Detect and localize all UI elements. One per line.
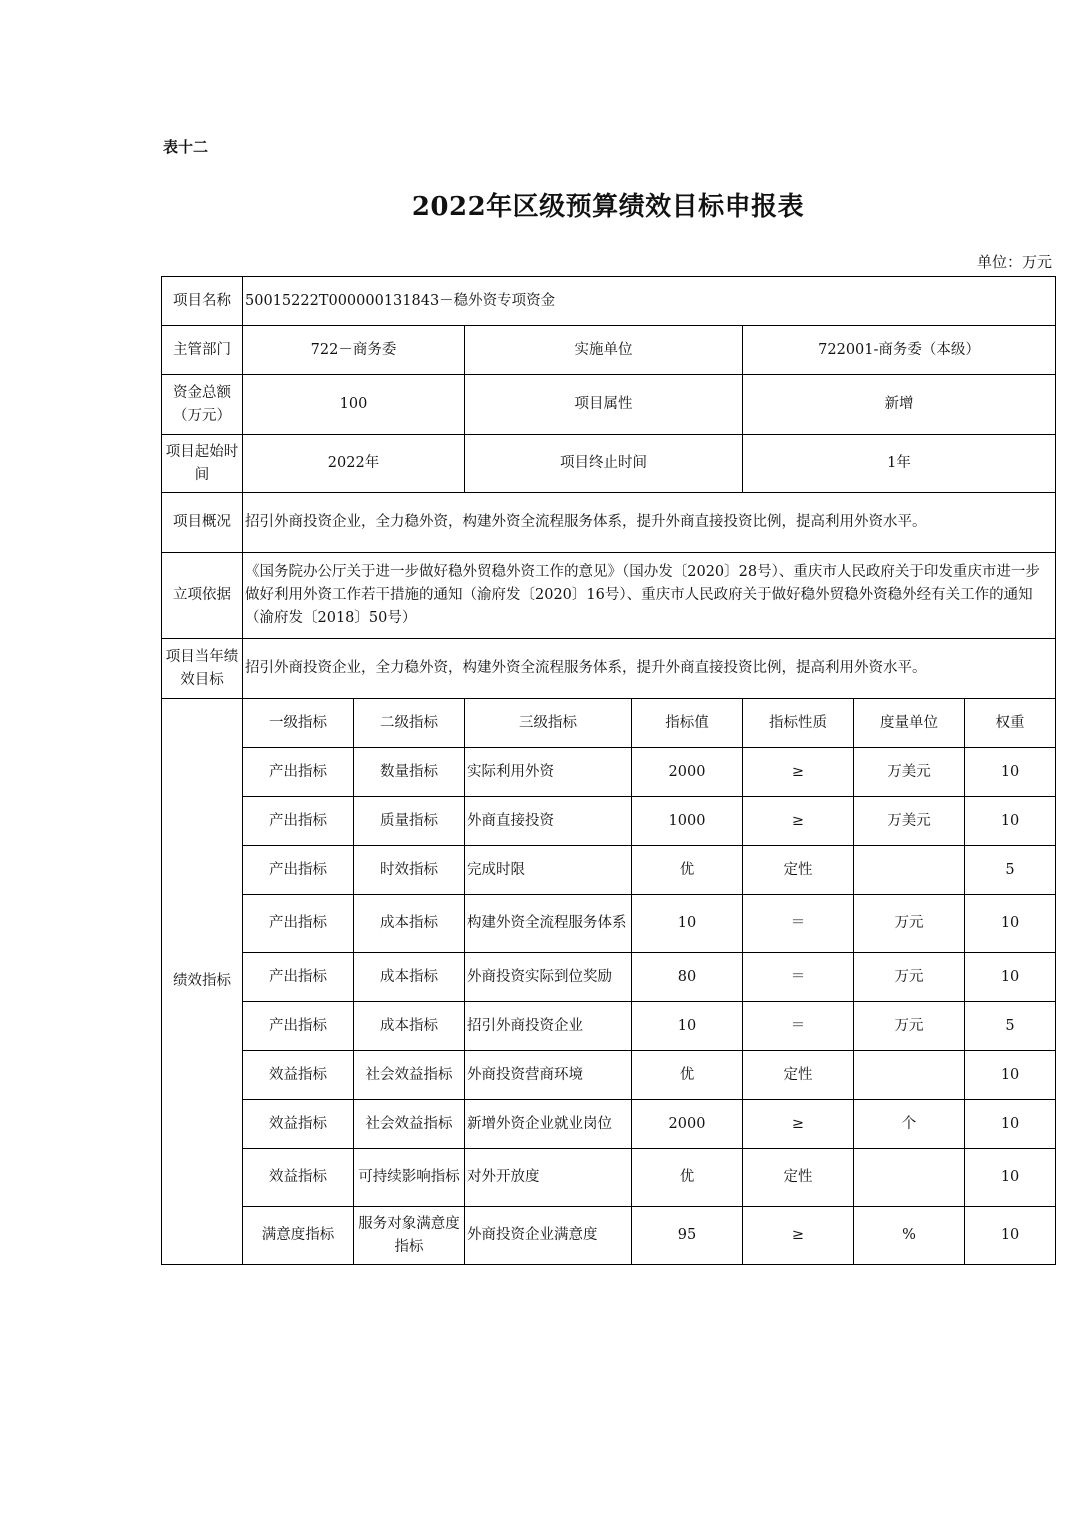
- project-attribute-value: 新增: [743, 375, 1056, 435]
- table-row: [162, 1149, 1056, 1207]
- table-row: [162, 895, 1056, 953]
- level1-cell: 产出指标: [243, 846, 354, 895]
- unit-cell: %: [854, 1207, 965, 1265]
- header-weight: 权重: [965, 699, 1056, 748]
- nature-cell: ≥: [743, 1207, 854, 1265]
- unit-cell: 万美元: [854, 797, 965, 846]
- level1-cell: 效益指标: [243, 1051, 354, 1100]
- project-attribute-label: 项目属性: [465, 375, 743, 435]
- row-basis: [162, 553, 1056, 639]
- level1-cell: 产出指标: [243, 895, 354, 953]
- header-level3: 三级指标: [465, 699, 632, 748]
- unit-cell: 万元: [854, 1002, 965, 1051]
- weight-cell: 10: [965, 1051, 1056, 1100]
- indicators-section-label: 绩效指标: [162, 699, 243, 1265]
- level3-cell: 对外开放度: [465, 1149, 632, 1207]
- value-cell: 优: [632, 1051, 743, 1100]
- level3-cell: 构建外资全流程服务体系: [465, 895, 632, 953]
- unit-cell: [854, 846, 965, 895]
- unit-cell: 万美元: [854, 748, 965, 797]
- weight-cell: 10: [965, 1149, 1056, 1207]
- level3-cell: 外商投资实际到位奖励: [465, 953, 632, 1002]
- unit-cell: 个: [854, 1100, 965, 1149]
- value-cell: 10: [632, 895, 743, 953]
- level1-cell: 效益指标: [243, 1149, 354, 1207]
- value-cell: 80: [632, 953, 743, 1002]
- level1-cell: 产出指标: [243, 797, 354, 846]
- header-level1: 一级指标: [243, 699, 354, 748]
- row-department: [162, 326, 1056, 375]
- level1-cell: 产出指标: [243, 1002, 354, 1051]
- table-row: [162, 1100, 1056, 1149]
- header-unit: 度量单位: [854, 699, 965, 748]
- indicator-header-row: [162, 699, 1056, 748]
- level3-cell: 外商投资企业满意度: [465, 1207, 632, 1265]
- row-annual-goal: [162, 639, 1056, 699]
- level3-cell: 完成时限: [465, 846, 632, 895]
- level2-cell: 成本指标: [354, 1002, 465, 1051]
- value-cell: 2000: [632, 1100, 743, 1149]
- level2-cell: 质量指标: [354, 797, 465, 846]
- weight-cell: 10: [965, 748, 1056, 797]
- weight-cell: 5: [965, 846, 1056, 895]
- nature-cell: ≥: [743, 748, 854, 797]
- weight-cell: 10: [965, 797, 1056, 846]
- unit-cell: 万元: [854, 895, 965, 953]
- row-overview: [162, 493, 1056, 553]
- unit-cell: 万元: [854, 953, 965, 1002]
- level2-cell: 数量指标: [354, 748, 465, 797]
- weight-cell: 10: [965, 1100, 1056, 1149]
- table-label: 表十二: [163, 138, 209, 156]
- value-cell: 10: [632, 1002, 743, 1051]
- level2-cell: 时效指标: [354, 846, 465, 895]
- header-level2: 二级指标: [354, 699, 465, 748]
- level2-cell: 成本指标: [354, 895, 465, 953]
- project-name-value: 50015222T000000131843－稳外资专项资金: [243, 277, 1056, 326]
- basis-label: 立项依据: [162, 553, 243, 639]
- row-period: [162, 435, 1056, 493]
- nature-cell: 定性: [743, 1051, 854, 1100]
- total-funds-label: 资金总额（万元）: [162, 375, 243, 435]
- total-funds-value: 100: [243, 375, 465, 435]
- department-value: 722－商务委: [243, 326, 465, 375]
- nature-cell: ＝: [743, 1002, 854, 1051]
- level1-cell: 产出指标: [243, 953, 354, 1002]
- table-row: [162, 748, 1056, 797]
- annual-goal-label: 项目当年绩效目标: [162, 639, 243, 699]
- project-name-label: 项目名称: [162, 277, 243, 326]
- row-project-name: [162, 277, 1056, 326]
- nature-cell: 定性: [743, 1149, 854, 1207]
- level2-cell: 社会效益指标: [354, 1051, 465, 1100]
- performance-goal-table: [161, 276, 1056, 1265]
- header-value: 指标值: [632, 699, 743, 748]
- nature-cell: ≥: [743, 797, 854, 846]
- table-row: [162, 797, 1056, 846]
- level3-cell: 外商直接投资: [465, 797, 632, 846]
- basis-value: 《国务院办公厅关于进一步做好稳外贸稳外资工作的意见》（国办发〔2020〕28号）、重庆市人民政府关于印发重庆市进一步做好利用外资工作若干措施的通知（渝府发〔2020〕16号）、重庆市人民政府关于做好稳外贸稳外资稳外经有关工作的通知（渝府发〔2018〕50号）: [243, 553, 1056, 639]
- unit-cell: [854, 1051, 965, 1100]
- level1-cell: 产出指标: [243, 748, 354, 797]
- start-time-value: 2022年: [243, 435, 465, 493]
- value-cell: 1000: [632, 797, 743, 846]
- nature-cell: ＝: [743, 895, 854, 953]
- value-cell: 优: [632, 846, 743, 895]
- weight-cell: 10: [965, 1207, 1056, 1265]
- unit-label: 单位：万元: [976, 253, 1052, 271]
- level3-cell: 外商投资营商环境: [465, 1051, 632, 1100]
- row-funds: [162, 375, 1056, 435]
- department-label: 主管部门: [162, 326, 243, 375]
- nature-cell: ＝: [743, 953, 854, 1002]
- start-time-label: 项目起始时间: [162, 435, 243, 493]
- level2-cell: 可持续影响指标: [354, 1149, 465, 1207]
- page-title: 2022年区级预算绩效目标申报表: [411, 192, 805, 222]
- table-row: [162, 1207, 1056, 1265]
- level1-cell: 效益指标: [243, 1100, 354, 1149]
- level1-cell: 满意度指标: [243, 1207, 354, 1265]
- header-nature: 指标性质: [743, 699, 854, 748]
- level3-cell: 新增外资企业就业岗位: [465, 1100, 632, 1149]
- weight-cell: 5: [965, 1002, 1056, 1051]
- annual-goal-value: 招引外商投资企业，全力稳外资，构建外资全流程服务体系，提升外商直接投资比例，提高利用外资水平。: [243, 639, 1056, 699]
- weight-cell: 10: [965, 895, 1056, 953]
- level2-cell: 服务对象满意度指标: [354, 1207, 465, 1265]
- implementing-unit-value: 722001-商务委（本级）: [743, 326, 1056, 375]
- overview-value: 招引外商投资企业，全力稳外资，构建外资全流程服务体系，提升外商直接投资比例，提高利用外资水平。: [243, 493, 1056, 553]
- end-time-label: 项目终止时间: [465, 435, 743, 493]
- unit-cell: [854, 1149, 965, 1207]
- level2-cell: 成本指标: [354, 953, 465, 1002]
- value-cell: 95: [632, 1207, 743, 1265]
- value-cell: 2000: [632, 748, 743, 797]
- value-cell: 优: [632, 1149, 743, 1207]
- table-row: [162, 846, 1056, 895]
- level3-cell: 实际利用外资: [465, 748, 632, 797]
- weight-cell: 10: [965, 953, 1056, 1002]
- end-time-value: 1年: [743, 435, 1056, 493]
- overview-label: 项目概况: [162, 493, 243, 553]
- level2-cell: 社会效益指标: [354, 1100, 465, 1149]
- table-row: [162, 1002, 1056, 1051]
- implementing-unit-label: 实施单位: [465, 326, 743, 375]
- nature-cell: 定性: [743, 846, 854, 895]
- table-row: [162, 953, 1056, 1002]
- nature-cell: ≥: [743, 1100, 854, 1149]
- table-row: [162, 1051, 1056, 1100]
- level3-cell: 招引外商投资企业: [465, 1002, 632, 1051]
